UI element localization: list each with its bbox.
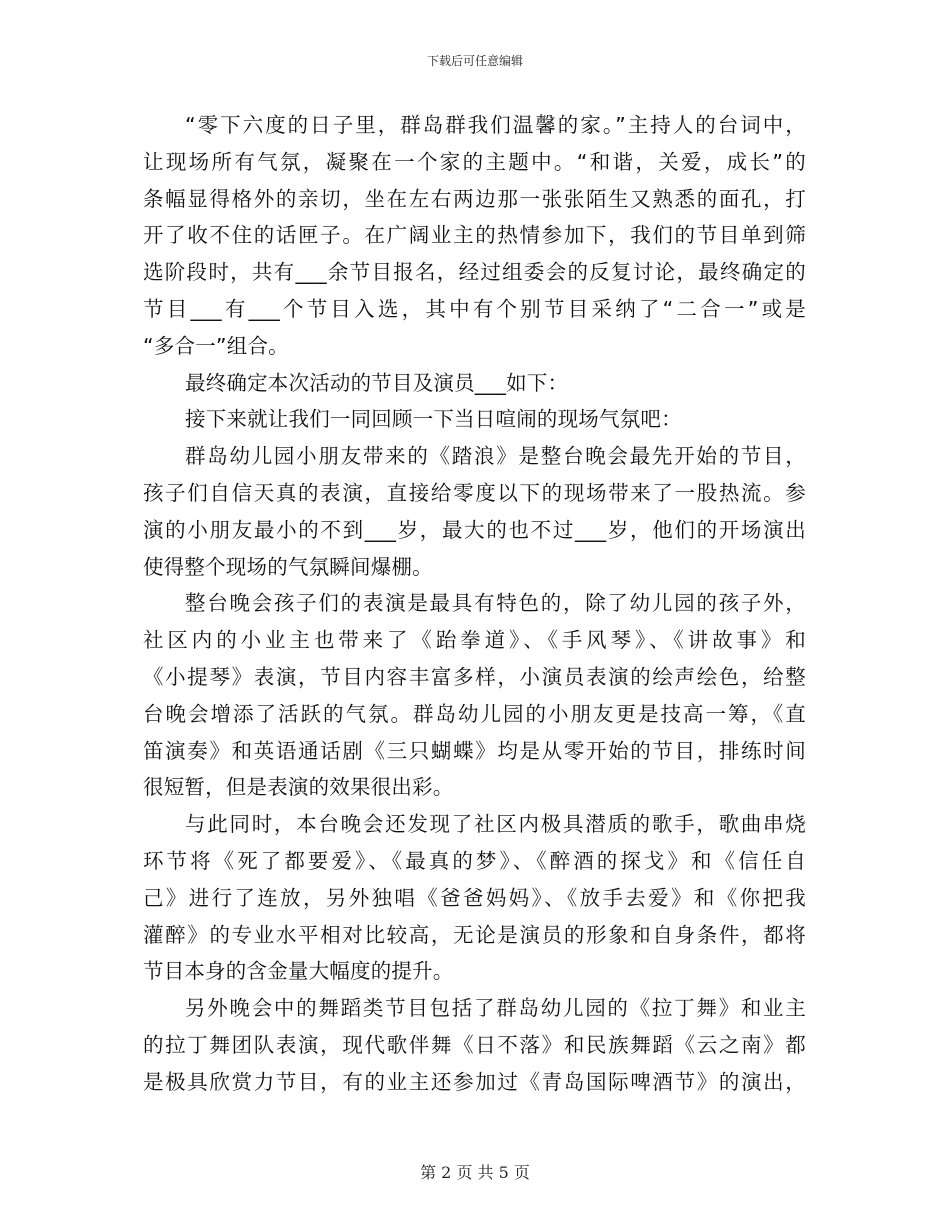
paragraph-intro [143, 107, 806, 365]
text-line: 接下来就让我们一同回顾一下当日喧闹的现场气氛吧： [185, 407, 682, 432]
text-line: 另外晚会中的舞蹈类节目包括了群岛幼儿园的《拉丁舞》和业主 [185, 996, 806, 1021]
text-line: 演的小朋友最小的不到___岁，最大的也不过___岁，他们的开场演出 [143, 517, 806, 542]
text-line: 的拉丁舞团队表演，现代歌伴舞《日不落》和民族舞蹈《云之南》都 [143, 1032, 806, 1057]
text-line: 整台晚会孩子们的表演是最具有特色的，除了幼儿园的孩子外， [185, 591, 806, 616]
paragraph-kindergarten [143, 438, 806, 585]
text-line: 己》进行了连放，另外独唱《爸爸妈妈》、《放手去爱》和《你把我 [143, 885, 806, 910]
text-line: 群岛幼儿园小朋友带来的《踏浪》是整台晚会最先开始的节目， [185, 444, 806, 469]
text-line: “零下六度的日子里，群岛群我们温馨的家。”主持人的台词中， [185, 113, 806, 137]
text-line: 条幅显得格外的亲切，坐在左右两边那一张张陌生又熟悉的面孔，打 [143, 186, 806, 211]
text-line: 最终确定本次活动的节目及演员___如下： [185, 370, 569, 395]
page-number: 第 2 页 共 5 页 [420, 1163, 530, 1182]
text-line: 很短暂，但是表演的效果很出彩。 [143, 775, 454, 800]
paragraph-children-performances [143, 585, 806, 806]
text-line: 开了收不住的话匣子。在广阔业主的热情参加下，我们的节目单到筛 [143, 223, 806, 248]
text-line: 与此同时，本台晚会还发现了社区内极具潜质的歌手，歌曲串烧 [185, 812, 806, 837]
text-line: 社区内的小业主也带来了《跆拳道》、《手风琴》、《讲故事》和 [143, 628, 806, 653]
text-line: 节目本身的含金量大幅度的提升。 [143, 959, 454, 984]
text-line: 让现场所有气氛，凝聚在一个家的主题中。“和谐，关爱，成长”的 [143, 149, 806, 174]
text-line: 环节将《死了都要爱》、《最真的梦》、《醉酒的探戈》和《信任自 [143, 848, 806, 873]
text-line: 《小提琴》表演，节目内容丰富多样，小演员表演的绘声绘色，给整 [143, 664, 806, 689]
text-line: 笛演奏》和英语通话剧《三只蝴蝶》均是从零开始的节目，排练时间 [143, 738, 806, 763]
paragraph-singers [143, 806, 806, 990]
text-line: 是极具欣赏力节目，有的业主还参加过《青岛国际啤酒节》的演出， [143, 1069, 806, 1094]
text-line: 灌醉》的专业水平相对比较高，无论是演员的形象和自身条件，都将 [143, 922, 806, 947]
text-line: “多合一”组合。 [143, 333, 289, 358]
paragraph-dance [143, 990, 806, 1100]
document-body [143, 107, 806, 1101]
text-line: 节目___有___个节目入选，其中有个别节目采纳了“二合一”或是 [143, 296, 806, 321]
paragraph-review-intro [143, 401, 806, 438]
text-line: 台晚会增添了活跃的气氛。群岛幼儿园的小朋友更是技高一筹，《直 [143, 701, 806, 726]
page-header: 下载后可任意编辑 [426, 54, 523, 68]
text-line: 使得整个现场的气氛瞬间爆棚。 [143, 554, 433, 579]
text-line: 选阶段时，共有___余节目报名，经过组委会的反复讨论，最终确定的 [143, 260, 806, 285]
text-line: 孩子们自信天真的表演，直接给零度以下的现场带来了一股热流。参 [143, 480, 806, 505]
paragraph-program-list [143, 365, 806, 402]
